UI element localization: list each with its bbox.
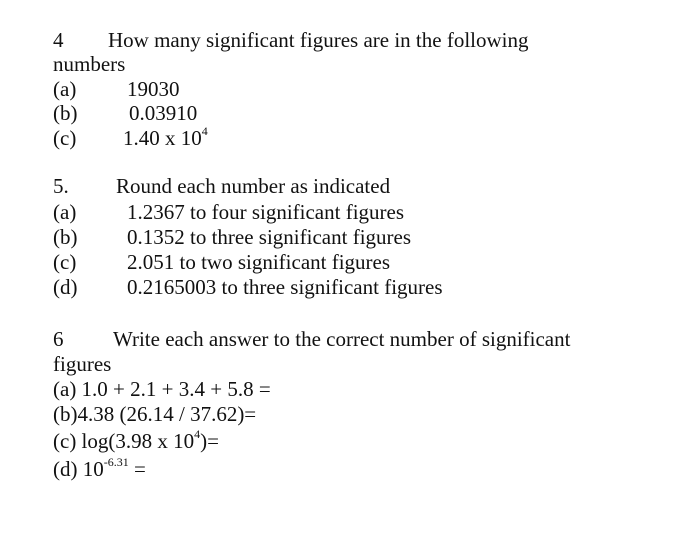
q6-question: Write each answer to the correct number of significant bbox=[113, 327, 571, 351]
q5-item-a-text: 1.2367 to four significant figures bbox=[127, 200, 405, 224]
q5-item-b-label: (b) bbox=[53, 225, 78, 249]
q6-item-d-post: = bbox=[128, 457, 146, 481]
q4-item-b-value: 0.03910 bbox=[129, 101, 198, 125]
q6-item-c-post: )= bbox=[200, 429, 219, 453]
q4-item-c-base: 1.40 x 10 bbox=[123, 126, 202, 150]
q4-item-c-exponent: 4 bbox=[201, 124, 208, 138]
q6-item-d-exponent: -6.31 bbox=[103, 455, 129, 469]
q6-item-c-exponent: 4 bbox=[194, 427, 201, 441]
q4-item-b-label: (b) bbox=[53, 101, 78, 125]
q4-question: How many significant figures are in the following bbox=[108, 28, 529, 52]
q6-item-d bbox=[53, 457, 146, 481]
q5-number: 5. bbox=[53, 174, 69, 198]
q6-item-d-pre: (d) 10 bbox=[53, 457, 104, 481]
q5-item-c-label: (c) bbox=[53, 250, 77, 274]
q6-item-c-pre: (c) log(3.98 x 10 bbox=[53, 429, 195, 453]
q4-item-c-value bbox=[123, 126, 208, 150]
q6-question-cont: figures bbox=[53, 352, 112, 376]
q5-item-b-text: 0.1352 to three significant figures bbox=[127, 225, 412, 249]
q4-item-c-label: (c) bbox=[53, 126, 77, 150]
q5-item-d-label: (d) bbox=[53, 275, 78, 299]
q5-item-c-text: 2.051 to two significant figures bbox=[127, 250, 391, 274]
q4-item-a-label: (a) bbox=[53, 77, 77, 101]
q5-question: Round each number as indicated bbox=[116, 174, 391, 198]
q6-number: 6 bbox=[53, 327, 64, 351]
q6-item-b: (b)4.38 (26.14 / 37.62)= bbox=[53, 402, 257, 426]
q6-item-c bbox=[53, 429, 219, 453]
q4-question-cont: numbers bbox=[53, 52, 126, 76]
q5-item-a-label: (a) bbox=[53, 200, 77, 224]
q4-number: 4 bbox=[53, 28, 64, 52]
q5-item-d-text: 0.2165003 to three significant figures bbox=[127, 275, 443, 299]
q6-item-a: (a) 1.0 + 2.1 + 3.4 + 5.8 = bbox=[53, 377, 271, 401]
q4-item-a-value: 19030 bbox=[127, 77, 180, 101]
